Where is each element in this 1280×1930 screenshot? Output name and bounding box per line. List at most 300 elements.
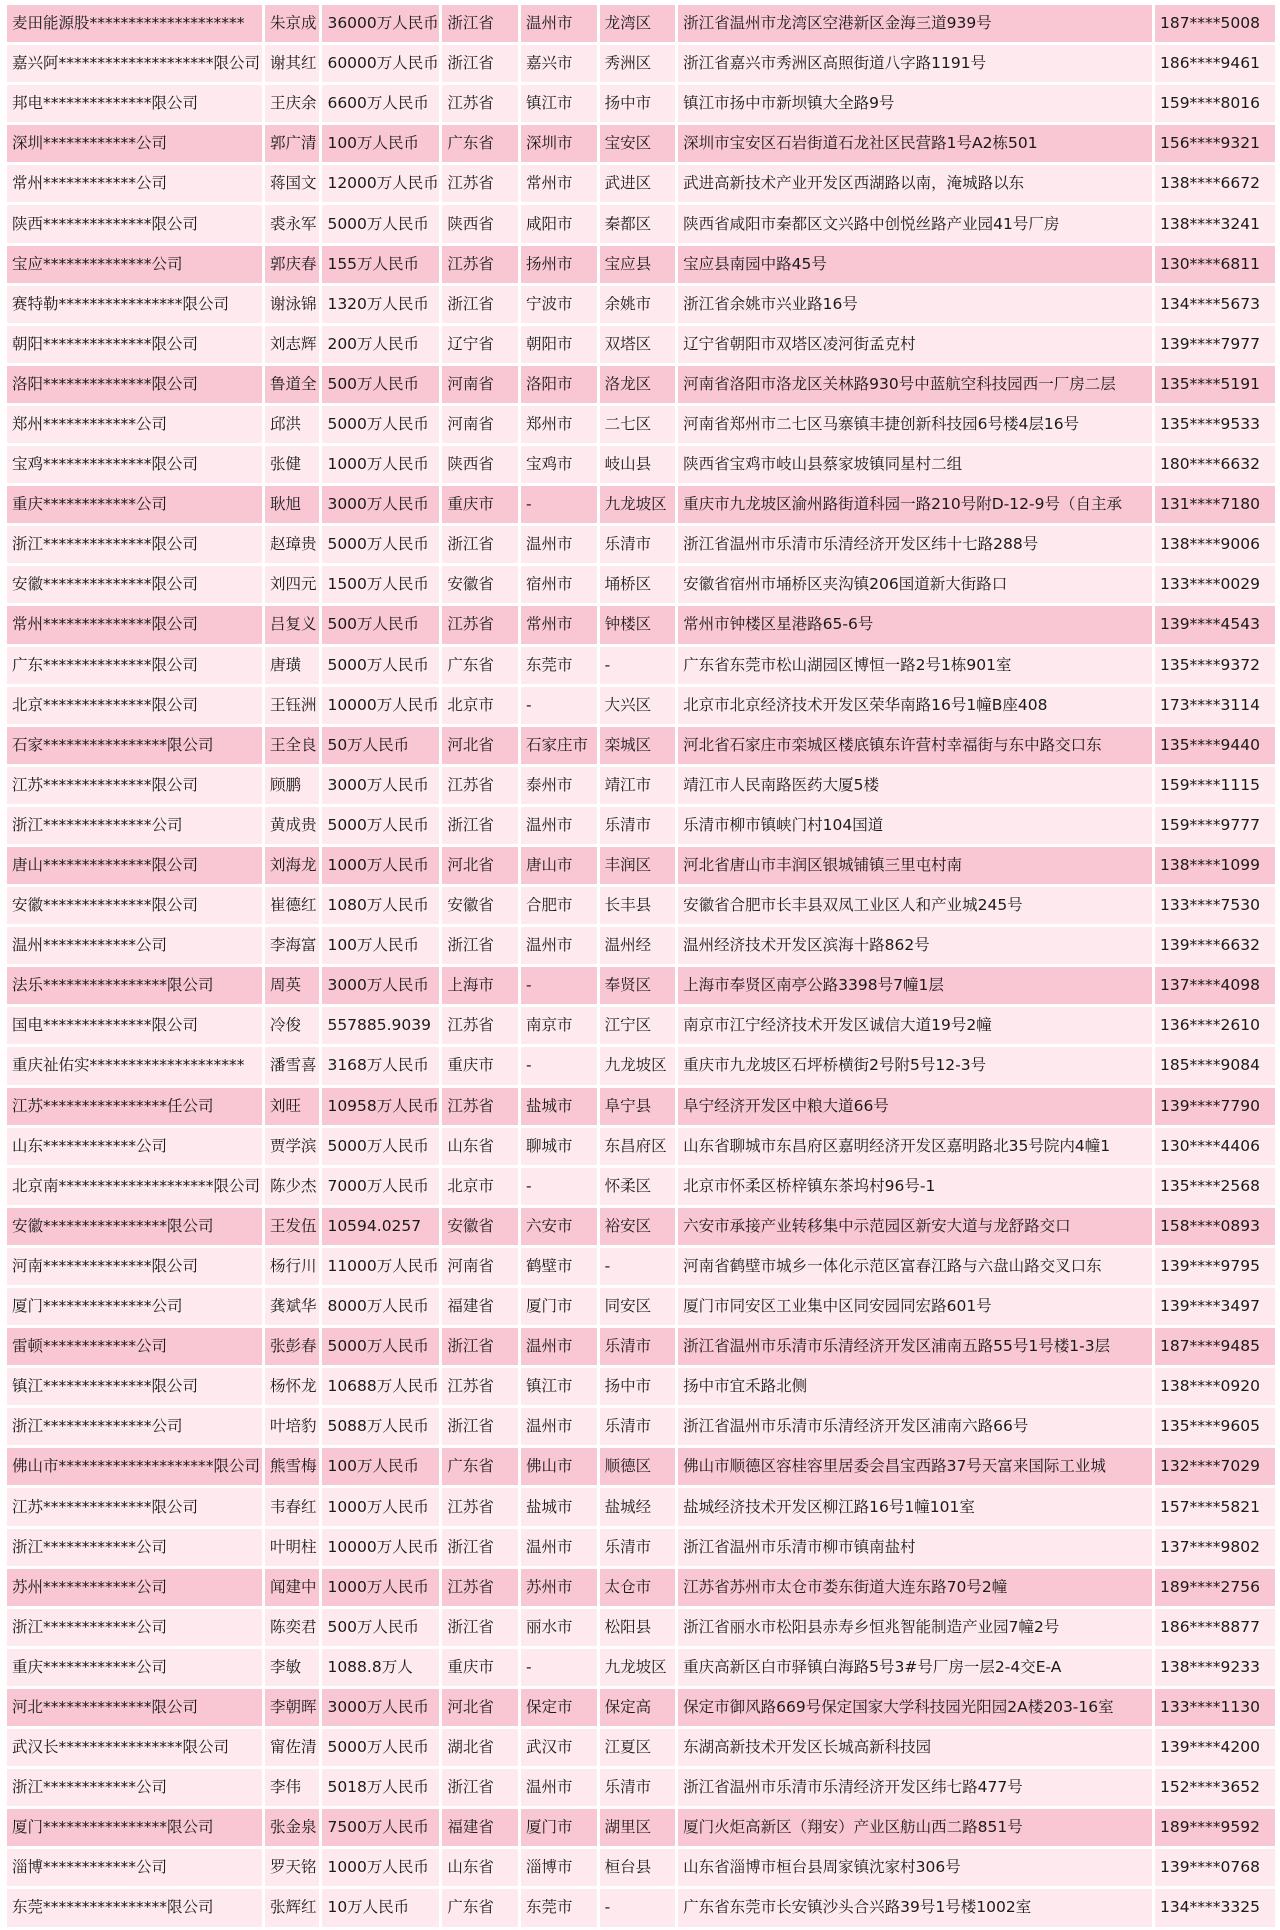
legal-person-cell: 叶培豹 <box>265 1408 319 1445</box>
city-cell: 宁波市 <box>521 286 597 323</box>
phone-cell: 139****4200 <box>1155 1729 1275 1766</box>
district-cell: 余姚市 <box>600 286 676 323</box>
company-name-cell: 安徽****************限公司 <box>7 1208 262 1245</box>
address-cell: 陕西省宝鸡市岐山县蔡家坡镇同星村二组 <box>678 446 1152 483</box>
city-cell: 嘉兴市 <box>521 45 597 82</box>
legal-person-cell: 王发伍 <box>265 1208 319 1245</box>
city-cell: 常州市 <box>521 165 597 202</box>
city-cell: 温州市 <box>521 1769 597 1806</box>
district-cell: 怀柔区 <box>600 1168 676 1205</box>
table-row <box>7 366 1275 403</box>
registered-capital-cell: 7500万人民币 <box>322 1809 439 1846</box>
district-cell: 奉贤区 <box>600 967 676 1004</box>
table-row <box>7 1408 1275 1445</box>
registered-capital-cell: 5000万人民币 <box>322 526 439 563</box>
legal-person-cell: 赵璋贵 <box>265 526 319 563</box>
legal-person-cell: 谢其红 <box>265 45 319 82</box>
address-cell: 山东省聊城市东昌府区嘉明经济开发区嘉明路北35号院内4幢1 <box>678 1128 1152 1165</box>
registered-capital-cell: 100万人民币 <box>322 927 439 964</box>
district-cell: 丰润区 <box>600 847 676 884</box>
registered-capital-cell: 3168万人民币 <box>322 1047 439 1084</box>
legal-person-cell: 崔德红 <box>265 887 319 924</box>
city-cell: 镇江市 <box>521 1368 597 1405</box>
city-cell: 石家庄市 <box>521 727 597 764</box>
province-cell: 上海市 <box>442 967 518 1004</box>
legal-person-cell: 耿旭 <box>265 486 319 523</box>
district-cell: 盐城经 <box>600 1488 676 1525</box>
table-row <box>7 486 1275 523</box>
legal-person-cell: 陈奕君 <box>265 1609 319 1646</box>
table-row <box>7 1128 1275 1165</box>
address-cell: 北京市北京经济技术开发区荣华南路16号1幢B座408 <box>678 687 1152 724</box>
registered-capital-cell: 5018万人民币 <box>322 1769 439 1806</box>
phone-cell: 185****9084 <box>1155 1047 1275 1084</box>
province-cell: 江苏省 <box>442 1088 518 1125</box>
company-name-cell: 嘉兴阿********************限公司 <box>7 45 262 82</box>
province-cell: 江苏省 <box>442 606 518 643</box>
legal-person-cell: 李敏 <box>265 1649 319 1686</box>
city-cell: 温州市 <box>521 526 597 563</box>
district-cell: 长丰县 <box>600 887 676 924</box>
address-cell: 宝应县南园中路45号 <box>678 246 1152 283</box>
address-cell: 深圳市宝安区石岩街道石龙社区民营路1号A2栋501 <box>678 125 1152 162</box>
company-name-cell: 朝阳**************限公司 <box>7 326 262 363</box>
district-cell: 乐清市 <box>600 807 676 844</box>
registered-capital-cell: 10688万人民币 <box>322 1368 439 1405</box>
city-cell: - <box>521 967 597 1004</box>
phone-cell: 180****6632 <box>1155 446 1275 483</box>
address-cell: 山东省淄博市桓台县周家镇沈家村306号 <box>678 1849 1152 1886</box>
registered-capital-cell: 1080万人民币 <box>322 887 439 924</box>
city-cell: - <box>521 1649 597 1686</box>
district-cell: - <box>600 647 676 684</box>
province-cell: 浙江省 <box>442 927 518 964</box>
table-row <box>7 406 1275 443</box>
district-cell: 裕安区 <box>600 1208 676 1245</box>
district-cell: 钟楼区 <box>600 606 676 643</box>
district-cell: 同安区 <box>600 1288 676 1325</box>
registered-capital-cell: 6600万人民币 <box>322 85 439 122</box>
legal-person-cell: 刘志辉 <box>265 326 319 363</box>
company-name-cell: 北京南********************限公司 <box>7 1168 262 1205</box>
district-cell: 江宁区 <box>600 1007 676 1044</box>
district-cell: 大兴区 <box>600 687 676 724</box>
address-cell: 镇江市扬中市新坝镇大全路9号 <box>678 85 1152 122</box>
registered-capital-cell: 1088.8万人 <box>322 1649 439 1686</box>
phone-cell: 139****7977 <box>1155 326 1275 363</box>
province-cell: 山东省 <box>442 1849 518 1886</box>
address-cell: 靖江市人民南路医药大厦5楼 <box>678 767 1152 804</box>
province-cell: 浙江省 <box>442 1609 518 1646</box>
city-cell: 盐城市 <box>521 1488 597 1525</box>
district-cell: 二七区 <box>600 406 676 443</box>
registered-capital-cell: 5088万人民币 <box>322 1408 439 1445</box>
company-name-cell: 山东************公司 <box>7 1128 262 1165</box>
province-cell: 河南省 <box>442 366 518 403</box>
city-cell: 温州市 <box>521 807 597 844</box>
city-cell: 泰州市 <box>521 767 597 804</box>
table-row <box>7 1689 1275 1726</box>
company-name-cell: 洛阳**************限公司 <box>7 366 262 403</box>
district-cell: 岐山县 <box>600 446 676 483</box>
registered-capital-cell: 1500万人民币 <box>322 566 439 603</box>
table-row <box>7 165 1275 202</box>
province-cell: 浙江省 <box>442 526 518 563</box>
address-cell: 乐清市柳市镇峡门村104国道 <box>678 807 1152 844</box>
table-row <box>7 85 1275 122</box>
table-row <box>7 727 1275 764</box>
legal-person-cell: 刘海龙 <box>265 847 319 884</box>
table-row <box>7 566 1275 603</box>
table-row <box>7 1168 1275 1205</box>
company-name-cell: 安徽**************限公司 <box>7 887 262 924</box>
table-row <box>7 807 1275 844</box>
district-cell: 扬中市 <box>600 85 676 122</box>
phone-cell: 133****1130 <box>1155 1689 1275 1726</box>
legal-person-cell: 甯佐清 <box>265 1729 319 1766</box>
company-name-cell: 东莞****************限公司 <box>7 1889 262 1926</box>
address-cell: 浙江省丽水市松阳县赤寿乡恒兆智能制造产业园7幢2号 <box>678 1609 1152 1646</box>
registered-capital-cell: 5000万人民币 <box>322 406 439 443</box>
province-cell: 河北省 <box>442 1689 518 1726</box>
phone-cell: 137****9802 <box>1155 1529 1275 1566</box>
registered-capital-cell: 5000万人民币 <box>322 1729 439 1766</box>
address-cell: 河北省石家庄市栾城区楼底镇东许营村幸福街与东中路交口东 <box>678 727 1152 764</box>
registered-capital-cell: 557885.9039 <box>322 1007 439 1044</box>
district-cell: 九龙坡区 <box>600 1047 676 1084</box>
company-table <box>4 2 1278 1930</box>
company-name-cell: 北京**************限公司 <box>7 687 262 724</box>
phone-cell: 139****0768 <box>1155 1849 1275 1886</box>
registered-capital-cell: 11000万人民币 <box>322 1248 439 1285</box>
province-cell: 安徽省 <box>442 1208 518 1245</box>
district-cell: 秀洲区 <box>600 45 676 82</box>
province-cell: 江苏省 <box>442 1368 518 1405</box>
phone-cell: 133****0029 <box>1155 566 1275 603</box>
legal-person-cell: 鲁道全 <box>265 366 319 403</box>
registered-capital-cell: 5000万人民币 <box>322 1128 439 1165</box>
address-cell: 河南省鹤壁市城乡一体化示范区富春江路与六盘山路交叉口东 <box>678 1248 1152 1285</box>
address-cell: 重庆市九龙坡区石坪桥横街2号附5号12-3号 <box>678 1047 1152 1084</box>
phone-cell: 138****0920 <box>1155 1368 1275 1405</box>
district-cell: 乐清市 <box>600 526 676 563</box>
company-name-cell: 河南**************限公司 <box>7 1248 262 1285</box>
province-cell: 广东省 <box>442 1889 518 1926</box>
registered-capital-cell: 10594.0257 <box>322 1208 439 1245</box>
company-name-cell: 浙江************公司 <box>7 1609 262 1646</box>
city-cell: 温州市 <box>521 1408 597 1445</box>
province-cell: 北京市 <box>442 1168 518 1205</box>
address-cell: 常州市钟楼区星港路65-6号 <box>678 606 1152 643</box>
table-row <box>7 647 1275 684</box>
table-row <box>7 286 1275 323</box>
company-name-cell: 深圳************公司 <box>7 125 262 162</box>
legal-person-cell: 蒋国文 <box>265 165 319 202</box>
legal-person-cell: 裘永军 <box>265 205 319 242</box>
legal-person-cell: 刘四元 <box>265 566 319 603</box>
district-cell: 保定高 <box>600 1689 676 1726</box>
city-cell: 唐山市 <box>521 847 597 884</box>
address-cell: 河南省郑州市二七区马寨镇丰捷创新科技园6号楼4层16号 <box>678 406 1152 443</box>
table-row <box>7 45 1275 82</box>
address-cell: 浙江省嘉兴市秀洲区高照街道八字路1191号 <box>678 45 1152 82</box>
legal-person-cell: 杨怀龙 <box>265 1368 319 1405</box>
company-name-cell: 宝鸡**************限公司 <box>7 446 262 483</box>
province-cell: 浙江省 <box>442 1529 518 1566</box>
district-cell: 乐清市 <box>600 1529 676 1566</box>
phone-cell: 158****0893 <box>1155 1208 1275 1245</box>
address-cell: 安徽省宿州市埇桥区夹沟镇206国道新大街路口 <box>678 566 1152 603</box>
table-row <box>7 1849 1275 1886</box>
district-cell: 阜宁县 <box>600 1088 676 1125</box>
address-cell: 北京市怀柔区桥梓镇东茶坞村96号-1 <box>678 1168 1152 1205</box>
province-cell: 福建省 <box>442 1288 518 1325</box>
district-cell: 乐清市 <box>600 1328 676 1365</box>
phone-cell: 139****4543 <box>1155 606 1275 643</box>
registered-capital-cell: 5000万人民币 <box>322 807 439 844</box>
company-name-cell: 佛山市********************限公司 <box>7 1448 262 1485</box>
district-cell: 桓台县 <box>600 1849 676 1886</box>
legal-person-cell: 郭庆春 <box>265 246 319 283</box>
address-cell: 辽宁省朝阳市双塔区凌河街孟克村 <box>678 326 1152 363</box>
phone-cell: 130****4406 <box>1155 1128 1275 1165</box>
table-row <box>7 1368 1275 1405</box>
city-cell: 苏州市 <box>521 1569 597 1606</box>
address-cell: 浙江省温州市乐清市乐清经济开发区浦南六路66号 <box>678 1408 1152 1445</box>
company-name-cell: 厦门**************公司 <box>7 1288 262 1325</box>
province-cell: 浙江省 <box>442 807 518 844</box>
province-cell: 浙江省 <box>442 286 518 323</box>
table-row <box>7 1007 1275 1044</box>
legal-person-cell: 李海富 <box>265 927 319 964</box>
city-cell: - <box>521 1168 597 1205</box>
phone-cell: 156****9321 <box>1155 125 1275 162</box>
table-row <box>7 1649 1275 1686</box>
company-name-cell: 石家****************限公司 <box>7 727 262 764</box>
phone-cell: 186****8877 <box>1155 1609 1275 1646</box>
phone-cell: 131****7180 <box>1155 486 1275 523</box>
registered-capital-cell: 1000万人民币 <box>322 446 439 483</box>
city-cell: 温州市 <box>521 5 597 42</box>
city-cell: 咸阳市 <box>521 205 597 242</box>
address-cell: 保定市御风路669号保定国家大学科技园光阳园2A楼203-16室 <box>678 1689 1152 1726</box>
district-cell: 秦都区 <box>600 205 676 242</box>
phone-cell: 130****6811 <box>1155 246 1275 283</box>
province-cell: 广东省 <box>442 125 518 162</box>
district-cell: 双塔区 <box>600 326 676 363</box>
address-cell: 浙江省温州市乐清市柳市镇南盐村 <box>678 1529 1152 1566</box>
company-name-cell: 重庆祉佑实******************** <box>7 1047 262 1084</box>
city-cell: - <box>521 1047 597 1084</box>
province-cell: 重庆市 <box>442 1649 518 1686</box>
province-cell: 江苏省 <box>442 767 518 804</box>
district-cell: 宝安区 <box>600 125 676 162</box>
legal-person-cell: 黄成贵 <box>265 807 319 844</box>
address-cell: 重庆高新区白市驿镇白海路5号3#号厂房一层2-4交E-A <box>678 1649 1152 1686</box>
province-cell: 重庆市 <box>442 486 518 523</box>
phone-cell: 135****5191 <box>1155 366 1275 403</box>
city-cell: 郑州市 <box>521 406 597 443</box>
district-cell: 龙湾区 <box>600 5 676 42</box>
company-name-cell: 广东**************限公司 <box>7 647 262 684</box>
company-name-cell: 郑州************公司 <box>7 406 262 443</box>
phone-cell: 138****9233 <box>1155 1649 1275 1686</box>
province-cell: 河南省 <box>442 1248 518 1285</box>
table-row <box>7 1088 1275 1125</box>
company-name-cell: 安徽**************限公司 <box>7 566 262 603</box>
legal-person-cell: 邱洪 <box>265 406 319 443</box>
phone-cell: 186****9461 <box>1155 45 1275 82</box>
registered-capital-cell: 100万人民币 <box>322 125 439 162</box>
table-row <box>7 927 1275 964</box>
registered-capital-cell: 10000万人民币 <box>322 687 439 724</box>
legal-person-cell: 陈少杰 <box>265 1168 319 1205</box>
company-name-cell: 浙江************公司 <box>7 1529 262 1566</box>
legal-person-cell: 周英 <box>265 967 319 1004</box>
table-row <box>7 1047 1275 1084</box>
registered-capital-cell: 50万人民币 <box>322 727 439 764</box>
registered-capital-cell: 3000万人民币 <box>322 967 439 1004</box>
table-row <box>7 887 1275 924</box>
company-name-cell: 唐山**************限公司 <box>7 847 262 884</box>
phone-cell: 189****9592 <box>1155 1809 1275 1846</box>
table-row <box>7 606 1275 643</box>
legal-person-cell: 熊雪梅 <box>265 1448 319 1485</box>
company-name-cell: 江苏**************限公司 <box>7 767 262 804</box>
province-cell: 江苏省 <box>442 246 518 283</box>
phone-cell: 159****8016 <box>1155 85 1275 122</box>
company-name-cell: 宝应**************公司 <box>7 246 262 283</box>
district-cell: 顺德区 <box>600 1448 676 1485</box>
phone-cell: 132****7029 <box>1155 1448 1275 1485</box>
registered-capital-cell: 1000万人民币 <box>322 1488 439 1525</box>
province-cell: 陕西省 <box>442 446 518 483</box>
district-cell: 武进区 <box>600 165 676 202</box>
phone-cell: 139****6632 <box>1155 927 1275 964</box>
phone-cell: 173****3114 <box>1155 687 1275 724</box>
address-cell: 厦门火炬高新区（翔安）产业区舫山西二路851号 <box>678 1809 1152 1846</box>
province-cell: 浙江省 <box>442 1769 518 1806</box>
table-row <box>7 1609 1275 1646</box>
province-cell: 广东省 <box>442 1448 518 1485</box>
registered-capital-cell: 500万人民币 <box>322 1609 439 1646</box>
district-cell: 江夏区 <box>600 1729 676 1766</box>
city-cell: 厦门市 <box>521 1809 597 1846</box>
table-row <box>7 326 1275 363</box>
city-cell: 武汉市 <box>521 1729 597 1766</box>
address-cell: 广东省东莞市松山湖园区博恒一路2号1栋901室 <box>678 647 1152 684</box>
legal-person-cell: 郭广清 <box>265 125 319 162</box>
legal-person-cell: 杨行川 <box>265 1248 319 1285</box>
table-row <box>7 1769 1275 1806</box>
registered-capital-cell: 5000万人民币 <box>322 1328 439 1365</box>
province-cell: 安徽省 <box>442 887 518 924</box>
city-cell: 鹤壁市 <box>521 1248 597 1285</box>
legal-person-cell: 张彭春 <box>265 1328 319 1365</box>
city-cell: 佛山市 <box>521 1448 597 1485</box>
company-name-cell: 法乐****************限公司 <box>7 967 262 1004</box>
province-cell: 浙江省 <box>442 1408 518 1445</box>
province-cell: 辽宁省 <box>442 326 518 363</box>
phone-cell: 134****3325 <box>1155 1889 1275 1926</box>
legal-person-cell: 张辉红 <box>265 1889 319 1926</box>
company-name-cell: 国电**************限公司 <box>7 1007 262 1044</box>
legal-person-cell: 罗天铭 <box>265 1849 319 1886</box>
table-row <box>7 1208 1275 1245</box>
phone-cell: 135****9605 <box>1155 1408 1275 1445</box>
table-row <box>7 1889 1275 1926</box>
legal-person-cell: 龚斌华 <box>265 1288 319 1325</box>
table-row <box>7 1328 1275 1365</box>
company-name-cell: 厦门****************限公司 <box>7 1809 262 1846</box>
registered-capital-cell: 200万人民币 <box>322 326 439 363</box>
registered-capital-cell: 1000万人民币 <box>322 1849 439 1886</box>
table-row <box>7 246 1275 283</box>
legal-person-cell: 贾学滨 <box>265 1128 319 1165</box>
address-cell: 盐城经济技术开发区柳江路16号1幢101室 <box>678 1488 1152 1525</box>
phone-cell: 137****4098 <box>1155 967 1275 1004</box>
registered-capital-cell: 36000万人民币 <box>322 5 439 42</box>
registered-capital-cell: 3000万人民币 <box>322 486 439 523</box>
address-cell: 温州经济技术开发区滨海十路862号 <box>678 927 1152 964</box>
company-name-cell: 麦田能源股******************** <box>7 5 262 42</box>
district-cell: 埇桥区 <box>600 566 676 603</box>
legal-person-cell: 刘旺 <box>265 1088 319 1125</box>
company-name-cell: 淄博************公司 <box>7 1849 262 1886</box>
address-cell: 江苏省苏州市太仓市娄东街道大连东路70号2幢 <box>678 1569 1152 1606</box>
address-cell: 河北省唐山市丰润区银城铺镇三里屯村南 <box>678 847 1152 884</box>
phone-cell: 138****9006 <box>1155 526 1275 563</box>
phone-cell: 152****3652 <box>1155 1769 1275 1806</box>
phone-cell: 136****2610 <box>1155 1007 1275 1044</box>
address-cell: 厦门市同安区工业集中区同安园同宏路601号 <box>678 1288 1152 1325</box>
company-name-cell: 常州************公司 <box>7 165 262 202</box>
legal-person-cell: 朱京成 <box>265 5 319 42</box>
phone-cell: 159****1115 <box>1155 767 1275 804</box>
province-cell: 重庆市 <box>442 1047 518 1084</box>
district-cell: - <box>600 1889 676 1926</box>
company-name-cell: 重庆************公司 <box>7 486 262 523</box>
company-name-cell: 浙江************公司 <box>7 1769 262 1806</box>
address-cell: 东湖高新技术开发区长城高新科技园 <box>678 1729 1152 1766</box>
legal-person-cell: 顾鹏 <box>265 767 319 804</box>
province-cell: 浙江省 <box>442 1328 518 1365</box>
phone-cell: 134****5673 <box>1155 286 1275 323</box>
province-cell: 河北省 <box>442 727 518 764</box>
district-cell: 九龙坡区 <box>600 1649 676 1686</box>
city-cell: 南京市 <box>521 1007 597 1044</box>
registered-capital-cell: 100万人民币 <box>322 1448 439 1485</box>
district-cell: 扬中市 <box>600 1368 676 1405</box>
province-cell: 江苏省 <box>442 85 518 122</box>
province-cell: 湖北省 <box>442 1729 518 1766</box>
address-cell: 上海市奉贤区南亭公路3398号7幢1层 <box>678 967 1152 1004</box>
district-cell: 东昌府区 <box>600 1128 676 1165</box>
table-row <box>7 5 1275 42</box>
registered-capital-cell: 10000万人民币 <box>322 1529 439 1566</box>
address-cell: 浙江省温州市乐清市乐清经济开发区纬十七路288号 <box>678 526 1152 563</box>
legal-person-cell: 张健 <box>265 446 319 483</box>
city-cell: 盐城市 <box>521 1088 597 1125</box>
address-cell: 浙江省温州市龙湾区空港新区金海三道939号 <box>678 5 1152 42</box>
district-cell: 九龙坡区 <box>600 486 676 523</box>
address-cell: 安徽省合肥市长丰县双凤工业区人和产业城245号 <box>678 887 1152 924</box>
phone-cell: 135****2568 <box>1155 1168 1275 1205</box>
registered-capital-cell: 1000万人民币 <box>322 1569 439 1606</box>
company-name-cell: 江苏****************任公司 <box>7 1088 262 1125</box>
registered-capital-cell: 500万人民币 <box>322 606 439 643</box>
city-cell: 保定市 <box>521 1689 597 1726</box>
